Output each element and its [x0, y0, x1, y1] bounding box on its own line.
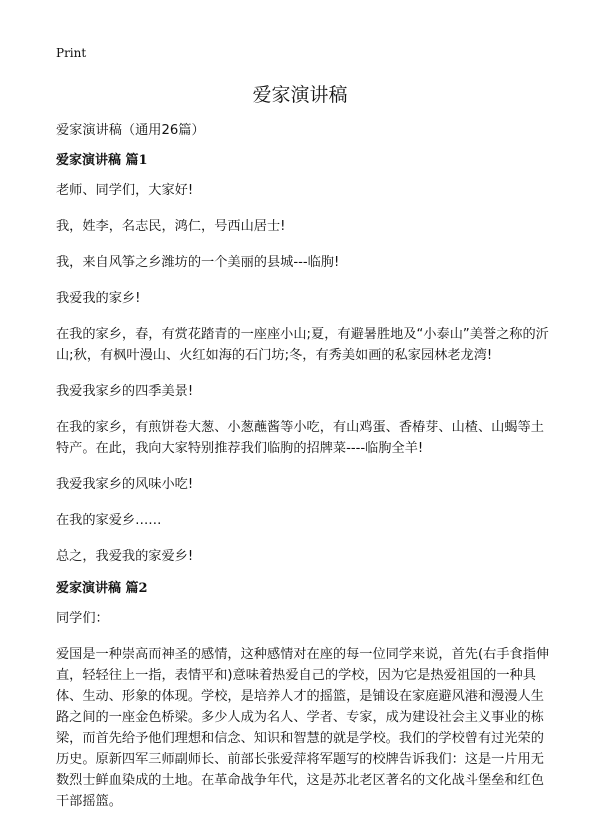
paragraph: 同学们： — [56, 611, 109, 626]
paragraph: 在我的家乡，有煎饼卷大葱、小葱蘸酱等小吃，有山鸡蛋、香椿芽、山楂、山蝎等土特产。在此，我向大家特别推荐我们临朐的招牌菜----临朐全羊! — [56, 420, 544, 456]
document-subtitle: 爱家演讲稿（通用26篇） — [56, 123, 205, 138]
paragraph: 在我的家乡，春，有赏花踏青的一座座小山;夏，有避暑胜地及“小泰山”美誉之称的沂山;秋，有枫叶漫山、火红如海的石门坊;冬，有秀美如画的私家园林老龙湾! — [56, 327, 549, 363]
paragraph: 我爱我家乡的四季美景! — [56, 384, 194, 399]
section-heading: 爱家演讲稿 篇2 — [56, 581, 148, 596]
paragraph: 爱国是一种崇高而神圣的感情，这种感情对在座的每一位同学来说，首先(右手食指伸直，轻轻往上一指，表情平和)意味着热爱自己的学校，因为它是热爱祖国的一种具体、生动、形象的体现。学校，是培养人才的摇篮，是铺设在家庭避风港和漫漫人生路之间的一座金色桥梁。多少人成为名人、学者、专家，成为建设社会主义事业的栋梁，而首先给予他们理想和信念、知识和智慧的就是学校。我们的学校曾有过光荣的历史。原新四军三师副师长、前部长张爱萍将军题写的校牌告诉我们：这是一片用无数烈士鲜血染成的土地。在革命战争年代，这是苏北老区著名的文化战斗堡垒和红色干部摇篮。 — [56, 647, 550, 809]
paragraph: 老师、同学们，大家好! — [56, 183, 194, 198]
paragraph: 我，来自风筝之乡潍坊的一个美丽的县城---临朐! — [56, 255, 340, 270]
paragraph: 我爱我家乡的风味小吃! — [56, 477, 194, 492]
paragraph: 我，姓李，名志民，鸿仁，号西山居士! — [56, 219, 286, 234]
document-body — [56, 120, 556, 827]
paragraph: 总之，我爱我的家爱乡! — [56, 549, 194, 564]
page-title: 爱家演讲稿 — [252, 84, 348, 106]
paragraph: 在我的家爱乡…… — [56, 513, 162, 528]
print-link[interactable]: Print — [56, 46, 87, 60]
section-heading: 爱家演讲稿 篇1 — [56, 153, 148, 168]
paragraph: 我爱我的家乡! — [56, 291, 141, 306]
